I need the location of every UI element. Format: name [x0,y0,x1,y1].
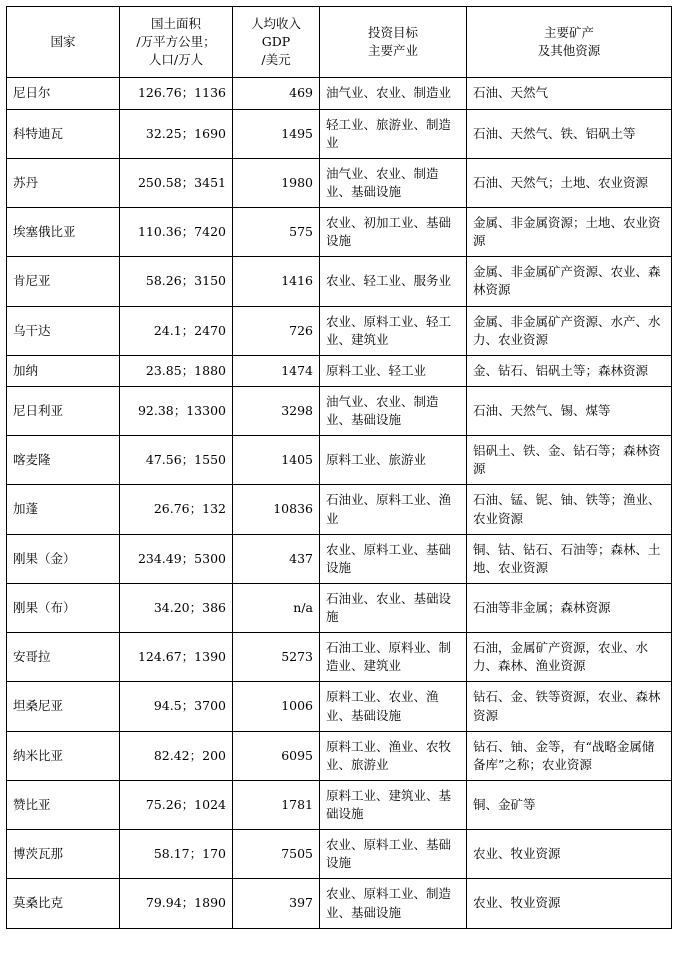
cell-area: 94.5；3700 [120,682,233,731]
column-header-investment-line-1: 投资目标 [367,25,418,41]
cell-investment: 原料工业、旅游业 [320,436,467,485]
cell-minerals: 金属、非金属矿产资源、农业、森林资源 [467,257,672,306]
cell-minerals: 铜、金矿等 [467,780,672,829]
table-row [7,731,672,780]
cell-minerals: 石油、天然气、锡、煤等 [467,386,672,435]
cell-income: n/a [233,583,320,632]
table-row [7,386,672,435]
cell-income: 7505 [233,830,320,879]
cell-area: 34.20；386 [120,583,233,632]
cell-income: 1781 [233,780,320,829]
cell-minerals: 石油、锰、铌、铀、铁等；渔业、农业资源 [467,485,672,534]
cell-income: 5273 [233,633,320,682]
cell-area: 58.17；170 [120,830,233,879]
cell-country: 肯尼亚 [7,257,120,306]
cell-investment: 油气业、农业、制造业、基础设施 [320,158,467,207]
cell-area: 234.49；5300 [120,534,233,583]
cell-income: 1416 [233,257,320,306]
table-row [7,257,672,306]
cell-country: 喀麦隆 [7,436,120,485]
cell-investment: 农业、原料工业、基础设施 [320,830,467,879]
cell-area: 79.94；1890 [120,879,233,928]
table-header [7,7,672,78]
table-row [7,682,672,731]
cell-country: 纳米比亚 [7,731,120,780]
table-row [7,436,672,485]
cell-country: 尼日利亚 [7,386,120,435]
column-header-area-line-3: 人口/万人 [148,52,204,68]
cell-country: 尼日尔 [7,78,120,109]
cell-investment: 石油业、农业、基础设施 [320,583,467,632]
table-header-row [7,7,672,78]
cell-country: 坦桑尼亚 [7,682,120,731]
cell-investment: 农业、初加工业、基础设施 [320,208,467,257]
cell-income: 1495 [233,109,320,158]
cell-minerals: 石油、天然气 [467,78,672,109]
cell-income: 1006 [233,682,320,731]
column-header-country [7,7,120,78]
table-row [7,534,672,583]
cell-income: 575 [233,208,320,257]
table-body [7,78,672,928]
cell-investment: 原料工业、建筑业、基础设施 [320,780,467,829]
cell-area: 58.26；3150 [120,257,233,306]
cell-country: 刚果（金） [7,534,120,583]
cell-area: 24.1；2470 [120,306,233,355]
cell-area: 47.56；1550 [120,436,233,485]
cell-investment: 油气业、农业、制造业 [320,78,467,109]
cell-country: 博茨瓦那 [7,830,120,879]
cell-investment: 石油工业、原料业、制造业、建筑业 [320,633,467,682]
cell-country: 苏丹 [7,158,120,207]
cell-investment: 轻工业、旅游业、制造业 [320,109,467,158]
cell-income: 1980 [233,158,320,207]
cell-minerals: 石油等非金属；森林资源 [467,583,672,632]
cell-investment: 农业、轻工业、服务业 [320,257,467,306]
cell-investment: 油气业、农业、制造业、基础设施 [320,386,467,435]
table-row [7,830,672,879]
cell-area: 124.67；1390 [120,633,233,682]
cell-investment: 农业、原料工业、制造业、基础设施 [320,879,467,928]
column-header-minerals-line-2: 及其他资源 [537,43,601,59]
table-row [7,633,672,682]
cell-country: 刚果（布） [7,583,120,632]
cell-area: 250.58；3451 [120,158,233,207]
table-row [7,109,672,158]
cell-minerals: 石油，金属矿产资源，农业、水力、森林、渔业资源 [467,633,672,682]
cell-investment: 原料工业、轻工业 [320,355,467,386]
column-header-income-line-1: 人均收入 [250,16,301,31]
column-header-minerals [467,7,672,78]
cell-investment: 原料工业、农业、渔业、基础设施 [320,682,467,731]
country-investment-table [6,6,672,929]
cell-minerals: 铜、钴、钻石、石油等；森林、土地、农业资源 [467,534,672,583]
cell-area: 110.36；7420 [120,208,233,257]
cell-minerals: 石油、天然气；土地、农业资源 [467,158,672,207]
column-header-minerals-line-1: 主要矿产 [543,25,594,41]
cell-area: 32.25；1690 [120,109,233,158]
cell-investment: 石油业、原料工业、渔业 [320,485,467,534]
column-header-income [233,7,320,78]
cell-income: 3298 [233,386,320,435]
cell-income: 397 [233,879,320,928]
cell-minerals: 金属、非金属矿产资源、水产、水力、农业资源 [467,306,672,355]
cell-minerals: 铝矾土、铁、金、钻石等；森林资源 [467,436,672,485]
column-header-area-line-1: 国土面积 [150,16,201,31]
cell-minerals: 石油、天然气、铁、铝矾土等 [467,109,672,158]
column-header-country-line-1: 国家 [50,34,76,50]
cell-investment: 农业、原料工业、基础设施 [320,534,467,583]
cell-income: 726 [233,306,320,355]
column-header-income-line-3: /美元 [261,52,291,68]
cell-investment: 原料工业、渔业、农牧业、旅游业 [320,731,467,780]
column-header-area-population [120,7,233,78]
cell-area: 126.76；1136 [120,78,233,109]
cell-income: 6095 [233,731,320,780]
table-row [7,158,672,207]
cell-income: 469 [233,78,320,109]
column-header-income-line-2: GDP [261,34,291,50]
cell-area: 82.42；200 [120,731,233,780]
cell-area: 26.76；132 [120,485,233,534]
cell-investment: 农业、原料工业、轻工业、建筑业 [320,306,467,355]
cell-income: 1474 [233,355,320,386]
cell-country: 埃塞俄比亚 [7,208,120,257]
cell-income: 10836 [233,485,320,534]
cell-minerals: 农业、牧业资源 [467,879,672,928]
cell-country: 加纳 [7,355,120,386]
table-row [7,583,672,632]
table-row [7,306,672,355]
column-header-investment-line-2: 主要产业 [367,43,418,59]
table-row [7,780,672,829]
column-header-investment [320,7,467,78]
table-row [7,208,672,257]
cell-area: 75.26；1024 [120,780,233,829]
table-row [7,355,672,386]
cell-minerals: 钻石、金、铁等资源，农业、森林资源 [467,682,672,731]
cell-country: 科特迪瓦 [7,109,120,158]
table-row [7,879,672,928]
cell-country: 乌干达 [7,306,120,355]
cell-country: 赞比亚 [7,780,120,829]
table-row [7,78,672,109]
cell-country: 莫桑比克 [7,879,120,928]
cell-country: 加蓬 [7,485,120,534]
cell-minerals: 金、钻石、铝矾土等；森林资源 [467,355,672,386]
cell-minerals: 钻石、铀、金等，有“战略金属储备库”之称；农业资源 [467,731,672,780]
cell-area: 92.38；13300 [120,386,233,435]
cell-area: 23.85；1880 [120,355,233,386]
column-header-area-line-2: /万平方公里； [136,34,216,50]
cell-income: 437 [233,534,320,583]
cell-minerals: 金属、非金属资源；土地、农业资源 [467,208,672,257]
cell-income: 1405 [233,436,320,485]
cell-country: 安哥拉 [7,633,120,682]
cell-minerals: 农业、牧业资源 [467,830,672,879]
table-row [7,485,672,534]
